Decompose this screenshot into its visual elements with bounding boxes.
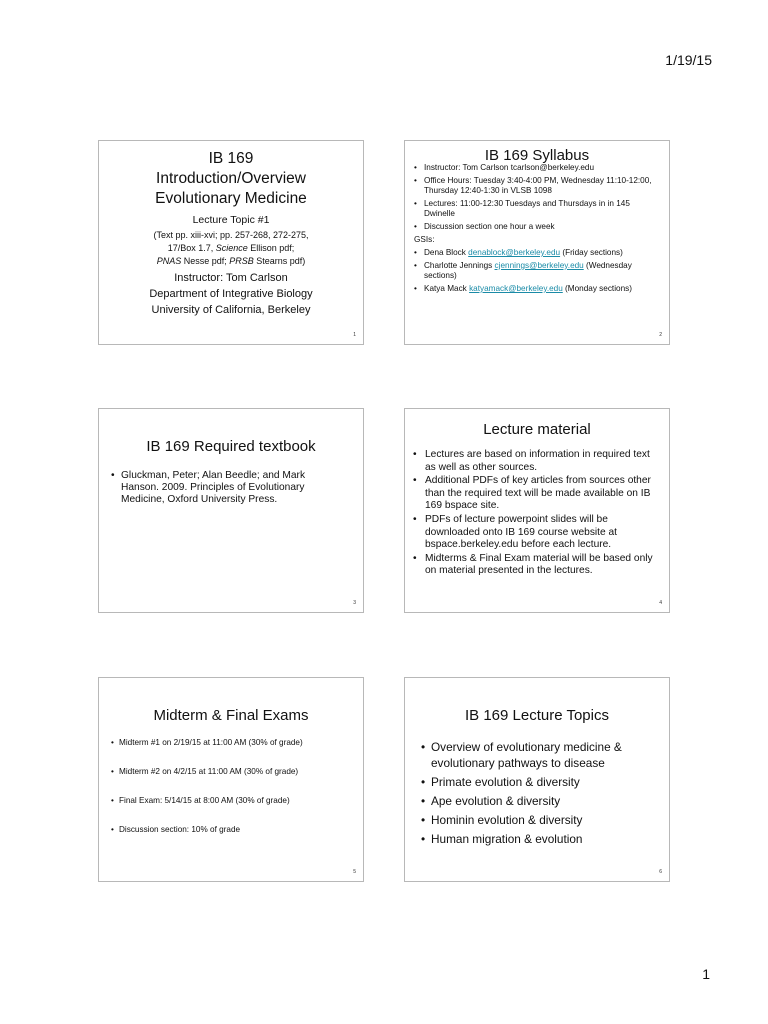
- list-item: • Final Exam: 5/14/15 at 8:00 AM (30% of grade): [111, 795, 355, 806]
- page-date: 1/19/15: [665, 52, 712, 68]
- slide-title: IB 169 Lecture Topics: [465, 707, 609, 724]
- slide-number: 1: [353, 332, 356, 338]
- reading-line: PNAS Nesse pdf; PRSB Stearns pdf): [156, 256, 306, 266]
- email-link[interactable]: katyamack@berkeley.edu: [469, 283, 563, 293]
- page-number: 1: [702, 966, 710, 982]
- slide-body: [405, 725, 669, 847]
- slide-body: [99, 725, 363, 835]
- list-item: • Overview of evolutionary medicine & evolutionary pathways to disease: [421, 739, 663, 771]
- slide-number: 3: [353, 600, 356, 606]
- list-item: • Ape evolution & diversity: [421, 793, 663, 809]
- gsi-item: • Charlotte Jennings cjennings@berkeley.edu (Wednesday sections): [414, 261, 659, 282]
- reading-list: [99, 229, 363, 268]
- slide-body: [405, 163, 669, 295]
- list-item: • PDFs of lecture powerpoint slides will be downloaded onto IB 169 course website at bspace.berkeley.edu before each lecture.: [413, 514, 663, 552]
- list-item: • Midterms & Final Exam material will be based only on material presented in the lectures.: [413, 553, 663, 578]
- gsis-label: GSIs:: [414, 234, 435, 244]
- slide-title: IB 169 Required textbook: [146, 438, 316, 455]
- list-item: • Discussion section one hour a week: [414, 222, 659, 233]
- list-item: • Hominin evolution & diversity: [421, 812, 663, 828]
- list-item: • Office Hours: Tuesday 3:40-4:00 PM, Wednesday 11:10-12:00, Thursday 12:40-1:30 in VLSB 1098: [414, 176, 659, 197]
- slide-body: [405, 439, 669, 578]
- slide-number: 5: [353, 869, 356, 875]
- reading-line: 17/Box 1.7, Science Ellison pdf;: [167, 243, 295, 253]
- title-line: IB 169: [208, 150, 254, 167]
- list-item: • Gluckman, Peter; Alan Beedle; and Mark Hanson. 2009. Principles of Evolutionary Medicine, Oxford University Press.: [111, 470, 343, 506]
- list-item: • Lectures: 11:00-12:30 Tuesdays and Thursdays in in 145 Dwinelle: [414, 199, 659, 220]
- slide-4: [404, 408, 670, 613]
- list-item: • Human migration & evolution: [421, 831, 663, 847]
- list-item: • Instructor: Tom Carlson tcarlson@berkeley.edu: [414, 163, 659, 174]
- slide-title: Midterm & Final Exams: [153, 707, 309, 724]
- slide-3: [98, 408, 364, 613]
- slide-number: 2: [659, 332, 662, 338]
- email-link[interactable]: cjennings@berkeley.edu: [494, 260, 584, 270]
- list-item: • Discussion section: 10% of grade: [111, 824, 355, 835]
- slide-2: [404, 140, 670, 345]
- slide-number: 4: [659, 600, 662, 606]
- slide-6: [404, 677, 670, 882]
- list-item: • Midterm #1 on 2/19/15 at 11:00 AM (30% of grade): [111, 737, 355, 748]
- slide-1: [98, 140, 364, 345]
- instructor: Instructor: Tom Carlson: [174, 272, 288, 284]
- lecture-topic: Lecture Topic #1: [192, 214, 270, 226]
- list-item: • Midterm #2 on 4/2/15 at 11:00 AM (30% of grade): [111, 766, 355, 777]
- title-line: Introduction/Overview: [156, 170, 306, 187]
- slide-body: [99, 456, 363, 506]
- slide-title: IB 169 Syllabus: [484, 147, 590, 164]
- university: University of California, Berkeley: [151, 304, 311, 316]
- slide-title: [99, 149, 363, 209]
- title-line: Evolutionary Medicine: [155, 190, 307, 207]
- gsi-item: • Katya Mack katyamack@berkeley.edu (Monday sections): [414, 284, 659, 295]
- reading-line: (Text pp. xiii-xvi; pp. 257-268, 272-275,: [153, 230, 309, 240]
- list-item: • Additional PDFs of key articles from sources other than the required text will be made available on IB 169 bspace site.: [413, 475, 663, 513]
- slide-title: Lecture material: [483, 421, 591, 438]
- department: Department of Integrative Biology: [149, 288, 313, 300]
- list-item: • Primate evolution & diversity: [421, 774, 663, 790]
- slide-5: [98, 677, 364, 882]
- email-link[interactable]: denablock@berkeley.edu: [468, 248, 561, 258]
- gsi-item: • Dena Block denablock@berkeley.edu (Friday sections): [414, 248, 659, 259]
- list-item: • Lectures are based on information in required text as well as other sources.: [413, 449, 663, 474]
- slide-number: 6: [659, 869, 662, 875]
